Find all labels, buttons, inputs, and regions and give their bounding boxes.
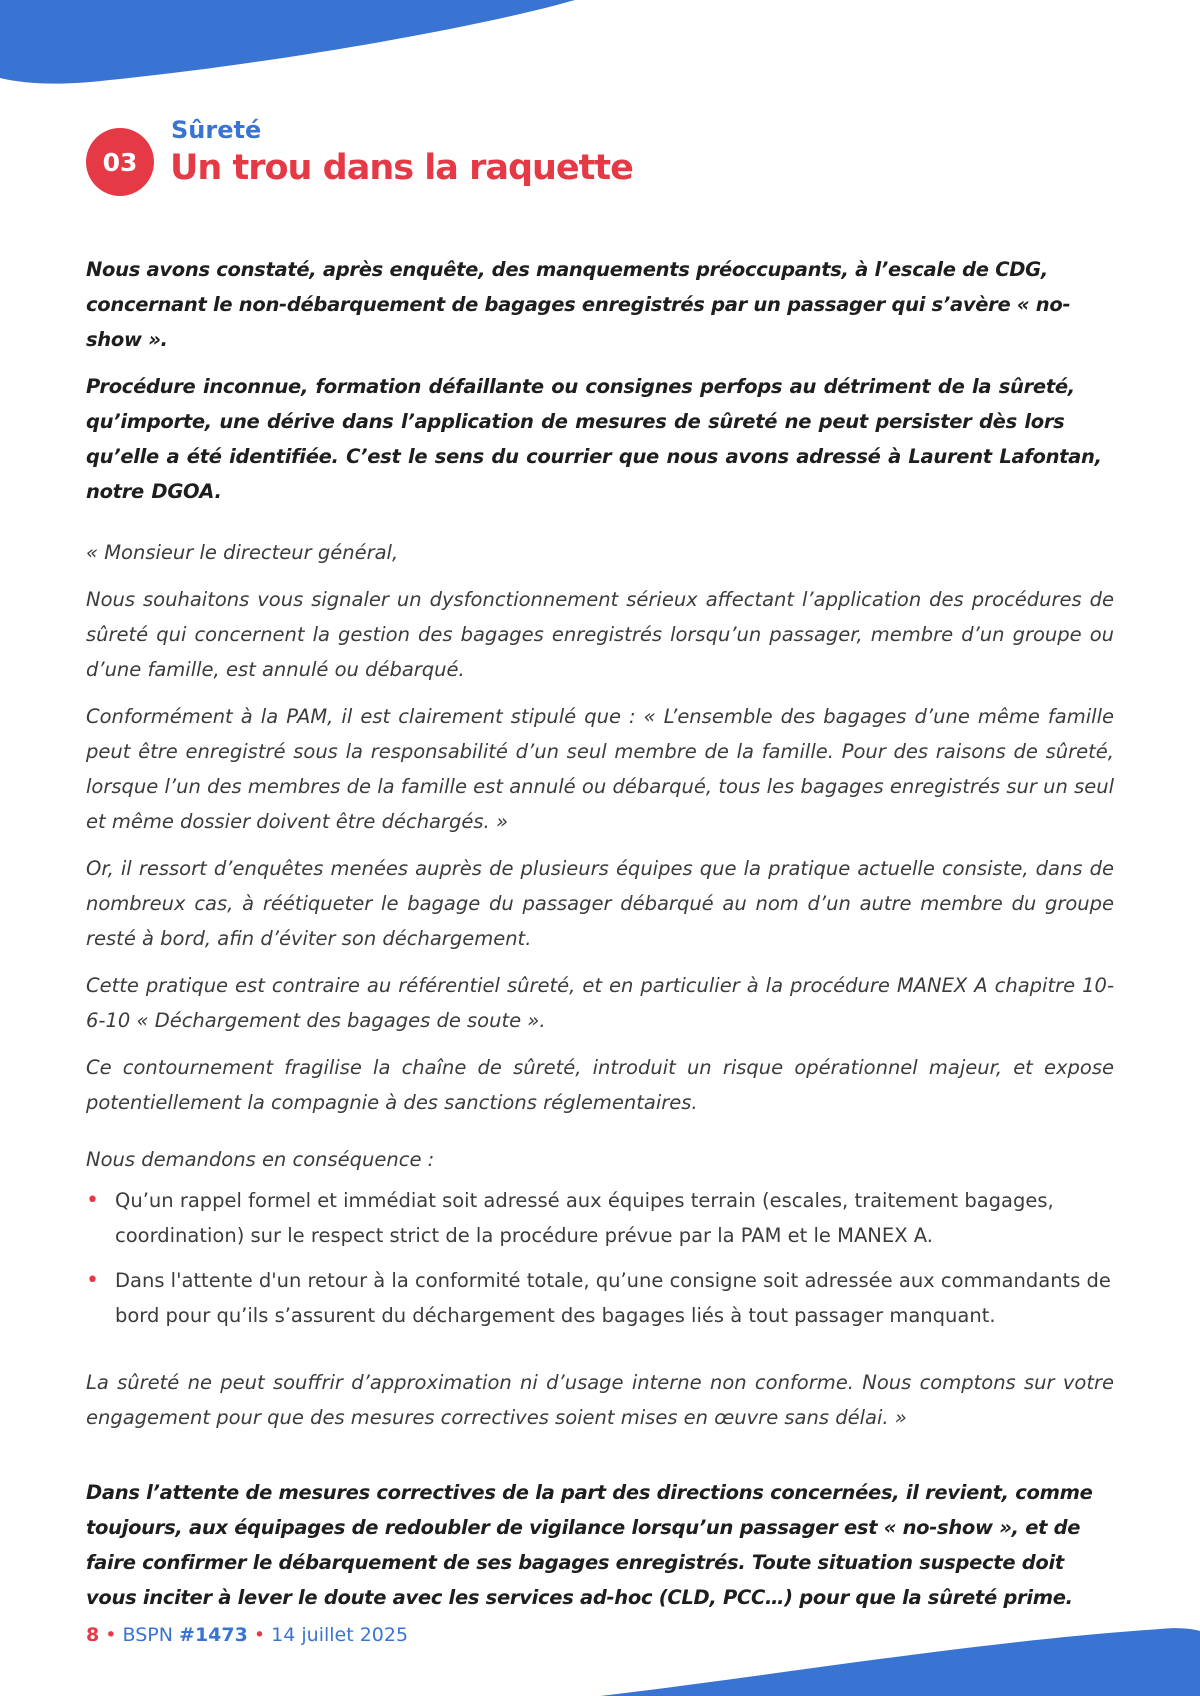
- page-number: 8: [86, 1624, 100, 1646]
- bullet-dot-icon: •: [86, 1188, 99, 1213]
- footer-separator: •: [105, 1624, 117, 1646]
- bottom-wave-decoration: [600, 1621, 1200, 1696]
- section-kicker: Sûreté: [171, 116, 262, 144]
- conclusion-paragraph: Dans l’attente de mesures correctives de la part des directions concernées, il revient, comme toujours, aux équipages de redoubler de vigilance lorsqu’un passager est « no-show », et de faire confirmer le débarquement de ses bagages enregistrés. Toute situation suspecte doit vous inciter à lever le doute avec les services ad-hoc (CLD, PCC…) pour que la sûreté prime.: [86, 1481, 1093, 1609]
- demand-item: [86, 1183, 1114, 1253]
- letter-paragraph-3: Or, il ressort d’enquêtes menées auprès de plusieurs équipes que la pratique actuelle consiste, dans de nombreux cas, à réétiqueter le bagage du passager débarqué au nom d’un autre membre du groupe resté à bord, afin d’éviter son déchargement.: [86, 857, 1114, 950]
- demand-item: [86, 1263, 1114, 1333]
- article-title: Un trou dans la raquette: [170, 148, 633, 188]
- issue-number: #1473: [179, 1624, 248, 1646]
- demand-text: Qu’un rappel formel et immédiat soit adressé aux équipes terrain (escales, traitement bagages, coordination) sur le respect strict de la procédure prévue par la PAM et le MANEX A.: [115, 1189, 1054, 1247]
- article-body: [86, 252, 1114, 1615]
- footer-separator: •: [253, 1624, 266, 1646]
- demands-list: [86, 1183, 1114, 1333]
- demand-text: Dans l'attente d'un retour à la conformité totale, qu’une consigne soit adressée aux commandants de bord pour qu’ils s’assurent du déchargement des bagages liés à tout passager manquant.: [115, 1269, 1111, 1327]
- letter-paragraph-5: Ce contournement fragilise la chaîne de sûreté, introduit un risque opérationnel majeur, et expose potentiellement la compagnie à des sanctions réglementaires.: [86, 1056, 1114, 1114]
- article-header: [86, 112, 1126, 202]
- publication-name: BSPN: [122, 1624, 173, 1646]
- letter-paragraph-2: Conformément à la PAM, il est clairement stipulé que : « L’ensemble des bagages d’une même famille peut être enregistré sous la responsabilité d’un seul membre de la famille. Pour des raisons de sûreté, lorsque l’un des membres de la famille est annulé ou débarqué, tous les bagages enregistrés sur un seul et même dossier doivent être déchargés. »: [86, 705, 1114, 833]
- issue-date: 14 juillet 2025: [271, 1624, 409, 1646]
- demands-intro: Nous demandons en conséquence :: [86, 1148, 435, 1171]
- top-wave-decoration: [0, 0, 580, 90]
- lead-paragraph-1: Nous avons constaté, après enquête, des manquements préoccupants, à l’escale de CDG, concernant le non-débarquement de bagages enregistrés par un passager qui s’avère « no-show ».: [86, 258, 1071, 351]
- letter-paragraph-1: Nous souhaitons vous signaler un dysfonctionnement sérieux affectant l’application des procédures de sûreté qui concernent la gestion des bagages enregistrés lorsqu’un passager, membre d’un groupe ou d’une famille, est annulé ou débarqué.: [86, 588, 1114, 681]
- letter-closing: La sûreté ne peut souffrir d’approximation ni d’usage interne non conforme. Nous comptons sur votre engagement pour que des mesures correctives soient mises en œuvre sans délai. »: [86, 1371, 1114, 1429]
- section-number-badge: 03: [86, 128, 154, 196]
- letter-salutation: « Monsieur le directeur général,: [86, 541, 399, 564]
- page-footer: [86, 1624, 408, 1646]
- bullet-dot-icon: •: [86, 1268, 99, 1293]
- letter-paragraph-4: Cette pratique est contraire au référentiel sûreté, et en particulier à la procédure MANEX A chapitre 10-6-10 « Déchargement des bagages de soute ».: [86, 974, 1114, 1032]
- lead-paragraph-2: Procédure inconnue, formation défaillante ou consignes perfops au détriment de la sûreté, qu’importe, une dérive dans l’application de mesures de sûreté ne peut persister dès lors qu’elle a été identifiée. C’est le sens du courrier que nous avons adressé à Laurent Lafontan, notre DGOA.: [86, 375, 1102, 503]
